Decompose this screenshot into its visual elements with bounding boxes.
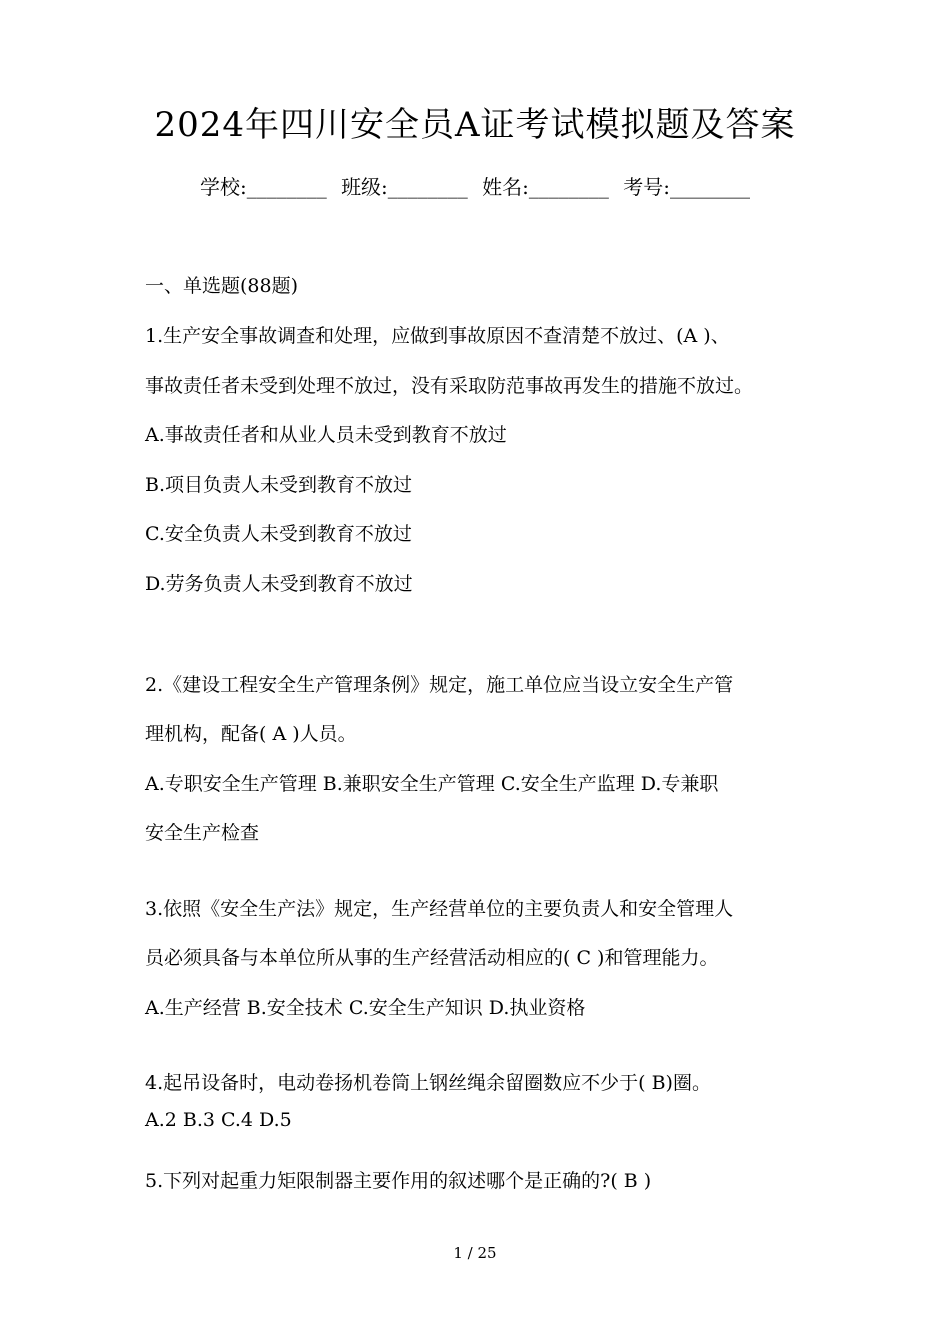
exam-number-field: 考号:________ [623, 175, 751, 199]
school-field: 学校:________ [199, 175, 327, 199]
question-1-option-b: B.项目负责人未受到教育不放过 [145, 474, 413, 496]
question-2-options-line-1: A.专职安全生产管理 B.兼职安全生产管理 C.安全生产监理 D.专兼职 [145, 773, 719, 795]
question-4-line-1: 4.起吊设备时，电动卷扬机卷筒上钢丝绳余留圈数应不少于( B)圈。 [145, 1072, 711, 1094]
question-4-options: A.2 B.3 C.4 D.5 [145, 1109, 292, 1131]
section-heading: 一、单选题(88题) [145, 275, 299, 297]
student-info-fields [0, 172, 950, 202]
question-1-option-d: D.劳务负责人未受到教育不放过 [145, 573, 413, 595]
question-2-line-1: 2.《建设工程安全生产管理条例》规定，施工单位应当设立安全生产管 [145, 674, 734, 696]
question-1-option-a: A.事故责任者和从业人员未受到教育不放过 [145, 424, 507, 446]
question-2-options-line-2: 安全生产检查 [145, 822, 260, 844]
class-field: 班级:________ [341, 175, 468, 199]
document-title: 2024年四川安全员A证考试模拟题及答案 [154, 105, 796, 145]
question-3-line-2: 员必须具备与本单位所从事的生产经营活动相应的( C )和管理能力。 [145, 947, 719, 969]
question-3-options: A.生产经营 B.安全技术 C.安全生产知识 D.执业资格 [145, 997, 586, 1019]
question-3-line-1: 3.依照《安全生产法》规定，生产经营单位的主要负责人和安全管理人 [145, 898, 734, 920]
question-5-line-1: 5.下列对起重力矩限制器主要作用的叙述哪个是正确的?( B ) [145, 1170, 652, 1192]
question-1-line-2: 事故责任者未受到处理不放过，没有采取防范事故再发生的措施不放过。 [145, 375, 754, 397]
name-field: 姓名:________ [482, 175, 609, 199]
question-2-line-2: 理机构，配备( A )人员。 [145, 723, 357, 745]
page-indicator: 1 / 25 [453, 1244, 497, 1262]
question-1-option-c: C.安全负责人未受到教育不放过 [145, 523, 412, 545]
question-1-line-1: 1.生产安全事故调查和处理，应做到事故原因不查清楚不放过、(A )、 [145, 325, 730, 347]
